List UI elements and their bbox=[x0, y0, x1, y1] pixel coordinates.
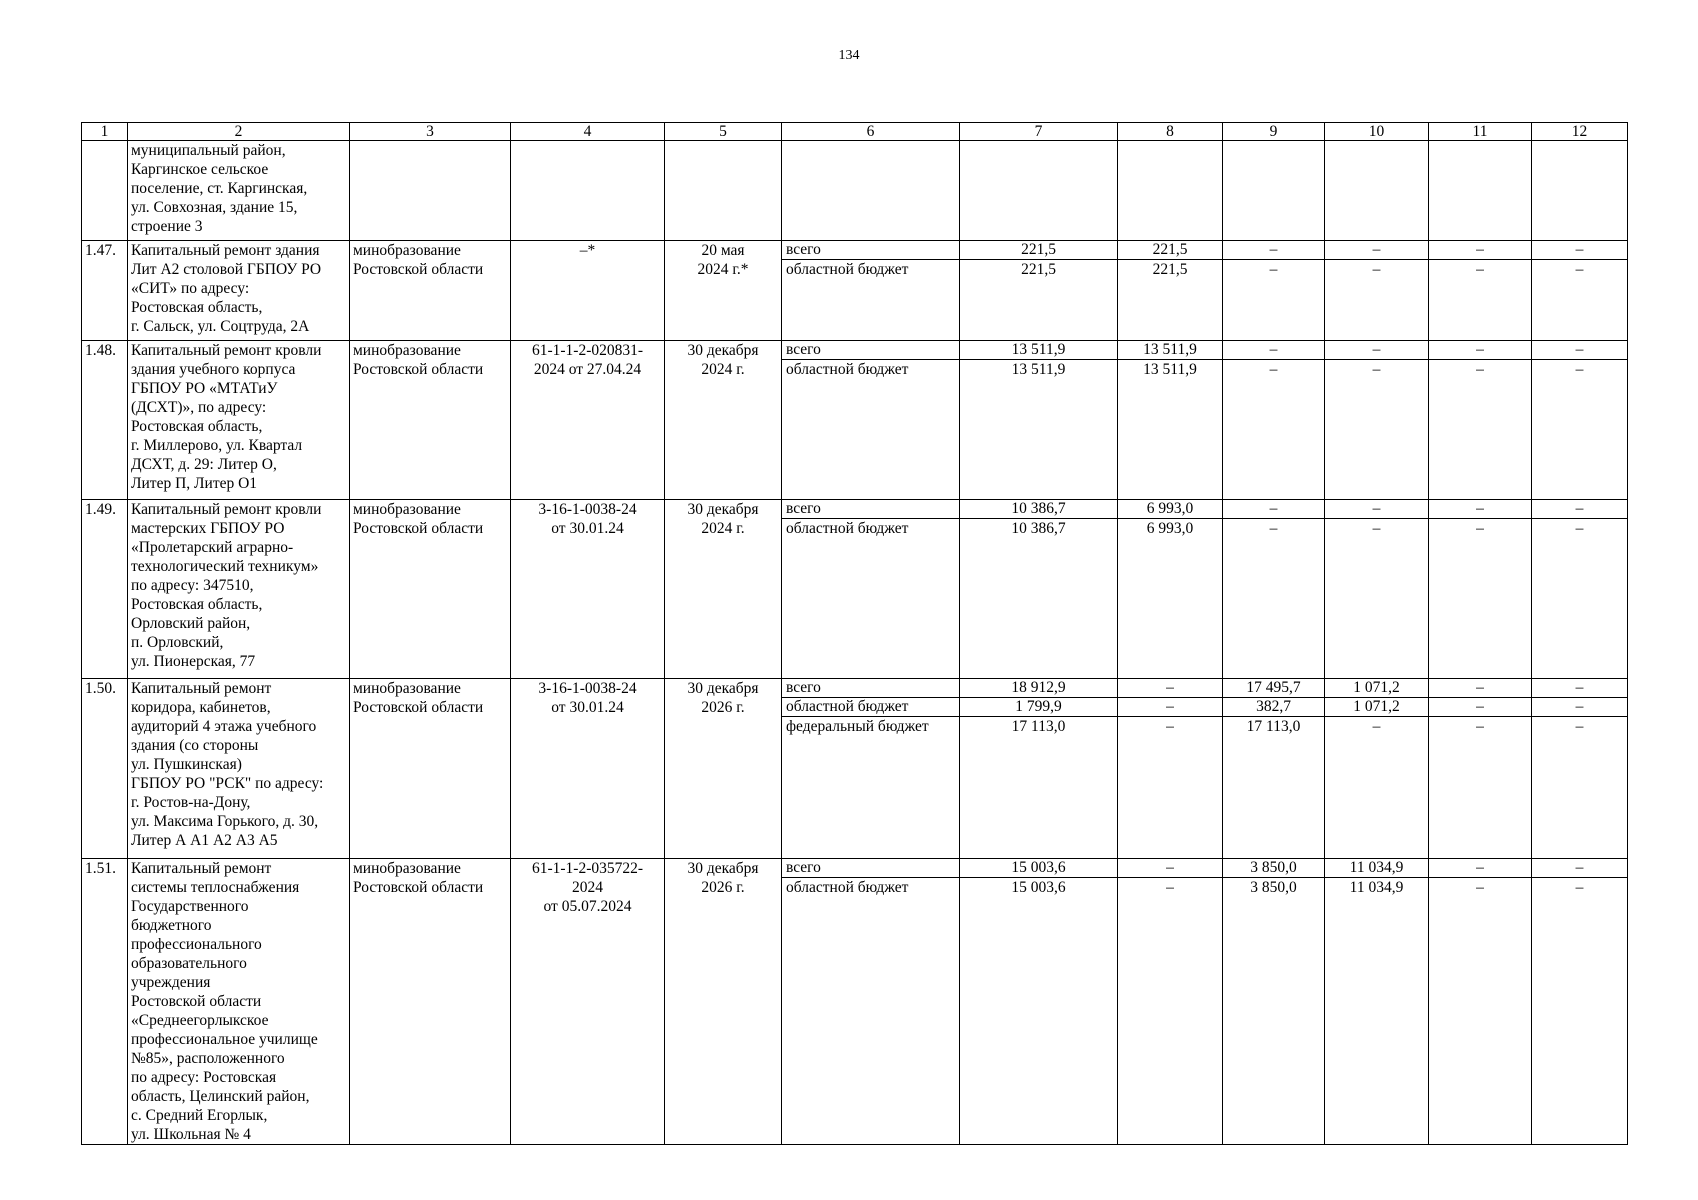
col11-value: – bbox=[1476, 879, 1484, 896]
object-name-cell: Капитальный ремонт системы теплоснабжения Государственного бюджетного профессионального образовательного учреждения Ростовской области «Среднеегорлыкское профессиональное училище №85», расположенного по адресу: Ростовская область, Целинский район, с. Средний Егорлык, ул. Школьная № 4 bbox=[128, 859, 350, 1145]
table-row bbox=[82, 679, 1628, 859]
col12-value: – bbox=[1532, 698, 1627, 717]
col7-cell bbox=[960, 859, 1118, 1145]
col9-value-stack bbox=[1223, 679, 1324, 736]
col12-cell bbox=[1532, 500, 1628, 679]
funding-source-stack bbox=[782, 341, 959, 379]
col7-value: 15 003,6 bbox=[1011, 879, 1066, 896]
empty-cell bbox=[350, 141, 511, 241]
col8-value: – bbox=[1118, 698, 1222, 717]
header-cell: 2 bbox=[128, 123, 350, 141]
col7-cell bbox=[960, 341, 1118, 500]
table-body bbox=[82, 123, 1628, 1145]
col10-value: 11 034,9 bbox=[1349, 879, 1404, 896]
col8-cell bbox=[1118, 500, 1223, 679]
col9-value: – bbox=[1223, 241, 1324, 260]
col9-cell bbox=[1223, 241, 1325, 341]
col7-value-stack bbox=[960, 241, 1117, 279]
col12-value: – bbox=[1532, 859, 1627, 878]
empty-cell bbox=[1532, 141, 1628, 241]
col11-value-stack bbox=[1429, 341, 1531, 379]
col10-value-stack bbox=[1325, 859, 1428, 897]
col10-value: – bbox=[1372, 520, 1381, 537]
col8-value-stack bbox=[1118, 241, 1222, 279]
header-cell: 5 bbox=[665, 123, 782, 141]
funding-source-cell bbox=[782, 679, 960, 859]
col12-value-stack bbox=[1532, 679, 1627, 736]
col7-value: 18 912,9 bbox=[960, 679, 1117, 698]
empty-cell bbox=[960, 141, 1118, 241]
col10-value: 11 034,9 bbox=[1325, 859, 1428, 878]
deadline-cell: 30 декабря 2026 г. bbox=[665, 679, 782, 859]
row-number-cell: 1.51. bbox=[82, 859, 128, 1145]
empty-cell bbox=[665, 141, 782, 241]
col8-value-stack bbox=[1118, 500, 1222, 538]
col8-value: 6 993,0 bbox=[1146, 520, 1194, 537]
funding-source: областной бюджет bbox=[786, 261, 909, 278]
object-name-cell: муниципальный район, Каргинское сельское поселение, ст. Каргинская, ул. Совхозная, здание 15, строение 3 bbox=[128, 141, 350, 241]
funding-source-cell bbox=[782, 500, 960, 679]
col12-value-stack bbox=[1532, 859, 1627, 897]
col7-value: 13 511,9 bbox=[960, 341, 1117, 360]
funding-source-cell bbox=[782, 341, 960, 500]
col9-value: 3 850,0 bbox=[1223, 859, 1324, 878]
col12-cell bbox=[1532, 341, 1628, 500]
header-cell: 4 bbox=[511, 123, 665, 141]
col9-cell bbox=[1223, 341, 1325, 500]
col10-value: – bbox=[1325, 500, 1428, 519]
col10-value: 1 071,2 bbox=[1325, 698, 1428, 717]
row-number-cell: 1.48. bbox=[82, 341, 128, 500]
funding-source-cell bbox=[782, 859, 960, 1145]
funding-source: всего bbox=[782, 500, 959, 519]
document-cell: 61-1-1-2-035722- 2024 от 05.07.2024 bbox=[511, 859, 665, 1145]
col7-value-stack bbox=[960, 859, 1117, 897]
budget-table bbox=[81, 122, 1628, 1145]
document-cell: 3-16-1-0038-24 от 30.01.24 bbox=[511, 500, 665, 679]
funding-source: всего bbox=[782, 341, 959, 360]
header-cell: 6 bbox=[782, 123, 960, 141]
header-cell: 3 bbox=[350, 123, 511, 141]
continuation-row bbox=[82, 141, 1628, 241]
col10-value: – bbox=[1372, 361, 1381, 378]
table-row bbox=[82, 241, 1628, 341]
col10-value: – bbox=[1372, 718, 1381, 735]
col8-value: 13 511,9 bbox=[1118, 341, 1222, 360]
col7-value: 13 511,9 bbox=[1011, 361, 1066, 378]
customer-cell: минобразование Ростовской области bbox=[350, 500, 511, 679]
col12-value: – bbox=[1532, 241, 1627, 260]
col12-value: – bbox=[1575, 361, 1584, 378]
col9-value: 17 495,7 bbox=[1223, 679, 1324, 698]
col7-cell bbox=[960, 500, 1118, 679]
col7-value-stack bbox=[960, 341, 1117, 379]
col11-cell bbox=[1429, 679, 1532, 859]
col12-value-stack bbox=[1532, 500, 1627, 538]
col11-value: – bbox=[1429, 241, 1531, 260]
col12-value: – bbox=[1575, 879, 1584, 896]
col9-cell bbox=[1223, 859, 1325, 1145]
col10-value-stack bbox=[1325, 241, 1428, 279]
funding-source-stack bbox=[782, 679, 959, 736]
col9-value-stack bbox=[1223, 500, 1324, 538]
col8-value: 13 511,9 bbox=[1143, 361, 1197, 378]
document-cell: –* bbox=[511, 241, 665, 341]
row-number-cell: 1.49. bbox=[82, 500, 128, 679]
col12-value: – bbox=[1532, 679, 1627, 698]
col8-value-stack bbox=[1118, 859, 1222, 897]
header-cell: 7 bbox=[960, 123, 1118, 141]
object-name-cell: Капитальный ремонт кровли мастерских ГБПОУ РО «Пролетарский аграрно- технологический техникум» по адресу: 347510, Ростовская область, Орловский район, п. Орловский, ул. Пионерская, 77 bbox=[128, 500, 350, 679]
col8-cell bbox=[1118, 341, 1223, 500]
col11-value-stack bbox=[1429, 500, 1531, 538]
funding-source: всего bbox=[782, 859, 959, 878]
header-cell: 12 bbox=[1532, 123, 1628, 141]
col7-value: 1 799,9 bbox=[960, 698, 1117, 717]
col11-cell bbox=[1429, 500, 1532, 679]
col12-cell bbox=[1532, 859, 1628, 1145]
funding-source: областной бюджет bbox=[786, 520, 909, 537]
header-cell: 8 bbox=[1118, 123, 1223, 141]
header-cell: 9 bbox=[1223, 123, 1325, 141]
object-name-cell: Капитальный ремонт здания Лит А2 столовой ГБПОУ РО «СИТ» по адресу: Ростовская область, г. Сальск, ул. Соцтруда, 2А bbox=[128, 241, 350, 341]
col11-value: – bbox=[1429, 679, 1531, 698]
col10-cell bbox=[1325, 241, 1429, 341]
col7-value-stack bbox=[960, 679, 1117, 736]
col10-cell bbox=[1325, 859, 1429, 1145]
col10-value-stack bbox=[1325, 679, 1428, 736]
col11-value-stack bbox=[1429, 859, 1531, 897]
col9-value-stack bbox=[1223, 859, 1324, 897]
col11-value: – bbox=[1476, 261, 1484, 278]
col8-value: 221,5 bbox=[1152, 261, 1188, 278]
funding-source-stack bbox=[782, 500, 959, 538]
object-name-cell: Капитальный ремонт кровли здания учебного корпуса ГБПОУ РО «МТАТиУ (ДСХТ)», по адресу: Ростовская область, г. Миллерово, ул. Квартал ДСХТ, д. 29: Литер О, Литер П, Литер О1 bbox=[128, 341, 350, 500]
customer-cell: минобразование Ростовской области bbox=[350, 859, 511, 1145]
col11-cell bbox=[1429, 241, 1532, 341]
header-cell: 10 bbox=[1325, 123, 1429, 141]
document-cell: 3-16-1-0038-24 от 30.01.24 bbox=[511, 679, 665, 859]
col10-cell bbox=[1325, 341, 1429, 500]
col7-value: 10 386,7 bbox=[960, 500, 1117, 519]
col11-value: – bbox=[1429, 859, 1531, 878]
col7-value: 221,5 bbox=[960, 241, 1117, 260]
funding-source: всего bbox=[782, 241, 959, 260]
col9-value-stack bbox=[1223, 241, 1324, 279]
customer-cell: минобразование Ростовской области bbox=[350, 241, 511, 341]
row-number-cell: 1.47. bbox=[82, 241, 128, 341]
col8-value: – bbox=[1118, 859, 1222, 878]
deadline-cell: 30 декабря 2024 г. bbox=[665, 500, 782, 679]
col10-cell bbox=[1325, 679, 1429, 859]
empty-cell bbox=[1223, 141, 1325, 241]
col12-value-stack bbox=[1532, 341, 1627, 379]
col8-cell bbox=[1118, 241, 1223, 341]
col10-value: – bbox=[1325, 241, 1428, 260]
col7-value: 15 003,6 bbox=[960, 859, 1117, 878]
header-cell: 1 bbox=[82, 123, 128, 141]
col10-value-stack bbox=[1325, 500, 1428, 538]
object-name-cell: Капитальный ремонт коридора, кабинетов, аудиторий 4 этажа учебного здания (со стороны ул. Пушкинская) ГБПОУ РО "РСК" по адресу: г. Ростов-на-Дону, ул. Максима Горького, д. 30, Литер А А1 А2 А3 А5 bbox=[128, 679, 350, 859]
deadline-cell: 30 декабря 2024 г. bbox=[665, 341, 782, 500]
col9-value-stack bbox=[1223, 341, 1324, 379]
col9-value: – bbox=[1269, 361, 1278, 378]
col11-value: – bbox=[1476, 718, 1484, 735]
customer-cell: минобразование Ростовской области bbox=[350, 341, 511, 500]
col8-value: – bbox=[1166, 879, 1174, 896]
col12-value: – bbox=[1532, 500, 1627, 519]
document-cell: 61-1-1-2-020831- 2024 от 27.04.24 bbox=[511, 341, 665, 500]
col10-value: 1 071,2 bbox=[1325, 679, 1428, 698]
table-row bbox=[82, 500, 1628, 679]
col10-cell bbox=[1325, 500, 1429, 679]
col9-value: 3 850,0 bbox=[1250, 879, 1297, 896]
col9-value: 17 113,0 bbox=[1246, 718, 1301, 735]
col8-value-stack bbox=[1118, 341, 1222, 379]
col9-value: – bbox=[1223, 500, 1324, 519]
deadline-cell: 20 мая 2024 г.* bbox=[665, 241, 782, 341]
page-number: 134 bbox=[838, 48, 860, 63]
funding-source: областной бюджет bbox=[786, 361, 909, 378]
col7-cell bbox=[960, 679, 1118, 859]
funding-source-stack bbox=[782, 241, 959, 279]
col7-value: 17 113,0 bbox=[1011, 718, 1066, 735]
col11-value-stack bbox=[1429, 241, 1531, 279]
col11-cell bbox=[1429, 859, 1532, 1145]
row-number-cell bbox=[82, 141, 128, 241]
col8-value: 6 993,0 bbox=[1118, 500, 1222, 519]
col12-value: – bbox=[1575, 261, 1584, 278]
empty-cell bbox=[1118, 141, 1223, 241]
col7-cell bbox=[960, 241, 1118, 341]
col9-value: – bbox=[1269, 261, 1278, 278]
funding-source-stack bbox=[782, 859, 959, 897]
col8-value: – bbox=[1118, 679, 1222, 698]
empty-cell bbox=[511, 141, 665, 241]
col8-value-stack bbox=[1118, 679, 1222, 736]
customer-cell: минобразование Ростовской области bbox=[350, 679, 511, 859]
col12-value-stack bbox=[1532, 241, 1627, 279]
empty-cell bbox=[782, 141, 960, 241]
col11-value: – bbox=[1429, 341, 1531, 360]
row-number-cell: 1.50. bbox=[82, 679, 128, 859]
col11-value: – bbox=[1429, 500, 1531, 519]
deadline-cell: 30 декабря 2026 г. bbox=[665, 859, 782, 1145]
col11-value: – bbox=[1429, 698, 1531, 717]
funding-source: федеральный бюджет bbox=[786, 718, 929, 735]
col9-value: – bbox=[1223, 341, 1324, 360]
col8-cell bbox=[1118, 679, 1223, 859]
col7-value-stack bbox=[960, 500, 1117, 538]
col9-value: – bbox=[1269, 520, 1278, 537]
col8-value: 221,5 bbox=[1118, 241, 1222, 260]
header-cell: 11 bbox=[1429, 123, 1532, 141]
table-row bbox=[82, 859, 1628, 1145]
funding-source: областной бюджет bbox=[786, 879, 909, 896]
col12-value: – bbox=[1532, 341, 1627, 360]
empty-cell bbox=[1429, 141, 1532, 241]
col11-value: – bbox=[1476, 520, 1484, 537]
col12-cell bbox=[1532, 241, 1628, 341]
col11-value-stack bbox=[1429, 679, 1531, 736]
empty-cell bbox=[1325, 141, 1429, 241]
col8-value: – bbox=[1166, 718, 1174, 735]
col11-value: – bbox=[1476, 361, 1484, 378]
col12-value: – bbox=[1575, 718, 1584, 735]
col8-cell bbox=[1118, 859, 1223, 1145]
table-row bbox=[82, 341, 1628, 500]
col9-value: 382,7 bbox=[1223, 698, 1324, 717]
funding-source: областной бюджет bbox=[782, 698, 959, 717]
funding-source: всего bbox=[782, 679, 959, 698]
col7-value: 221,5 bbox=[1021, 261, 1056, 278]
col10-value: – bbox=[1372, 261, 1381, 278]
col10-value: – bbox=[1325, 341, 1428, 360]
col11-cell bbox=[1429, 341, 1532, 500]
col9-cell bbox=[1223, 679, 1325, 859]
col7-value: 10 386,7 bbox=[1011, 520, 1066, 537]
col12-cell bbox=[1532, 679, 1628, 859]
funding-source-cell bbox=[782, 241, 960, 341]
header-row bbox=[82, 123, 1628, 141]
col12-value: – bbox=[1575, 520, 1584, 537]
col10-value-stack bbox=[1325, 341, 1428, 379]
col9-cell bbox=[1223, 500, 1325, 679]
